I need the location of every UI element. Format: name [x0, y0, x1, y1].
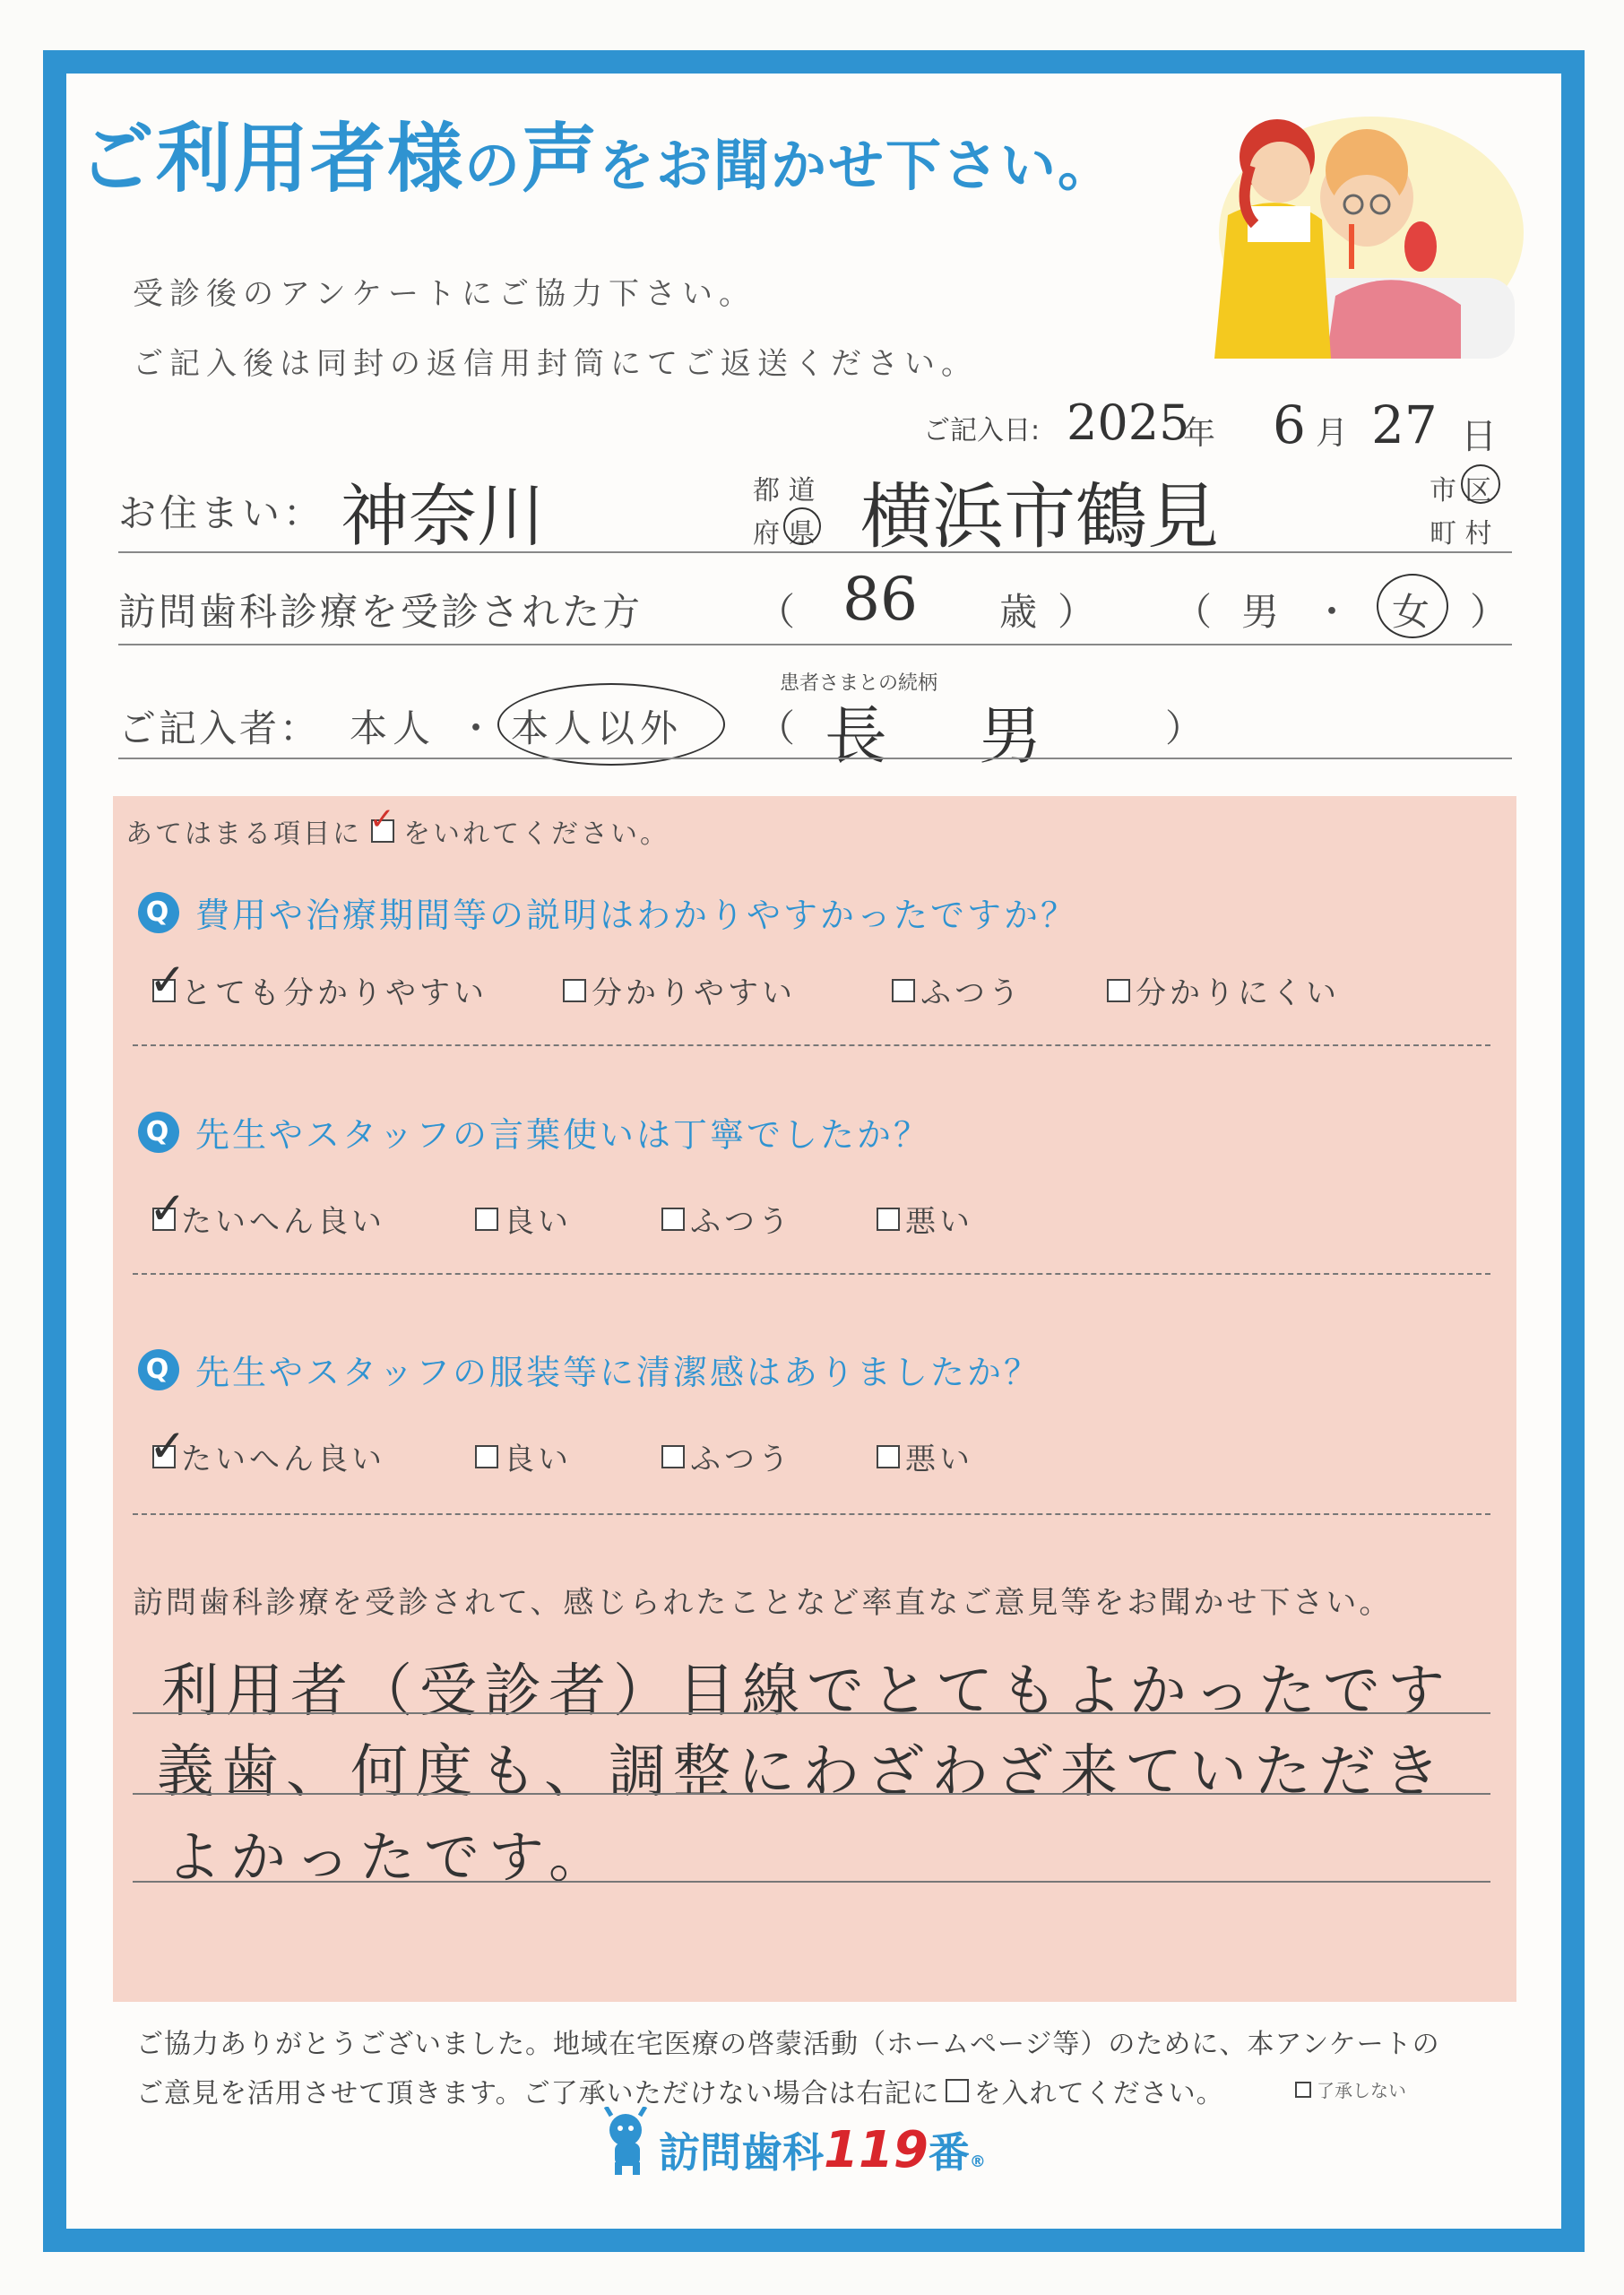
- q2-option-4[interactable]: 悪い: [877, 1197, 973, 1241]
- comment-rule-2: [133, 1793, 1490, 1795]
- q1-option-2[interactable]: 分かりやすい: [563, 968, 796, 1012]
- pref-units-top: 都 道: [753, 475, 816, 507]
- gender-selected-circle: [1377, 574, 1448, 638]
- question-2: Q 先生やスタッフの言葉使いは丁寧でしたか？: [138, 1107, 930, 1156]
- instruction: あてはまる項目に ✓ をいれてください。: [125, 801, 669, 850]
- checkbox[interactable]: [1107, 979, 1130, 1002]
- city-units-top: 市 区: [1430, 475, 1492, 507]
- comment-rule-1: [133, 1712, 1490, 1714]
- writer-selected-circle: [497, 683, 725, 766]
- q-badge-icon: Q: [138, 1349, 179, 1390]
- q2-option-1[interactable]: ✓ たいへん良い: [149, 1182, 385, 1240]
- checkbox[interactable]: ✓: [149, 953, 190, 1006]
- date-year-value: 2025: [1067, 394, 1190, 451]
- q3-divider: [133, 1513, 1490, 1515]
- intro-line-1: 受診後のアンケートにご協力下さい。: [133, 276, 756, 312]
- patient-label: 訪問歯科診療を受診された方: [118, 590, 644, 634]
- age-value: 86: [842, 565, 918, 634]
- q2-option-3[interactable]: ふつう: [661, 1197, 792, 1241]
- relation-open-paren: （: [757, 706, 796, 750]
- q3-option-4[interactable]: 悪い: [877, 1434, 973, 1478]
- writer-self: 本人: [350, 706, 436, 750]
- gender-open-paren: （: [1174, 590, 1213, 634]
- writer-other: 本人以外: [511, 706, 684, 750]
- footer-line-1: ご協力ありがとうございました。地域在宅医療の啓蒙活動（ホームページ等）のために、本アンケートの: [136, 2029, 1440, 2060]
- address-rule: [118, 551, 1512, 553]
- checkbox[interactable]: [892, 979, 915, 1002]
- checkbox[interactable]: [877, 1445, 900, 1468]
- footer-sample-checkbox: [946, 2079, 969, 2102]
- q-badge-icon: Q: [138, 1112, 179, 1153]
- writer-separator: ・: [457, 706, 496, 750]
- date-label: ご記入日:: [923, 415, 1041, 446]
- footer-line-2: ご意見を活用させて頂きます。ご了承いただけない場合は右記に を入れてください。: [136, 2078, 1224, 2109]
- q2-divider: [133, 1273, 1490, 1275]
- q1-option-1[interactable]: ✓ とても分かりやすい: [149, 953, 488, 1011]
- question-3: Q 先生やスタッフの服装等に清潔感はありましたか？: [138, 1345, 1041, 1394]
- city-selected-circle: [1461, 464, 1500, 504]
- date-month-value: 6: [1273, 394, 1306, 455]
- city-units-bottom: 町 村: [1430, 518, 1492, 550]
- comment-line-1: 利用者（受診者）目線でとてもよかったです: [161, 1658, 1452, 1725]
- pref-selected-circle: [783, 507, 821, 545]
- checkbox[interactable]: [661, 1208, 685, 1231]
- gender-female: 女: [1392, 590, 1430, 634]
- age-unit: 歳: [999, 590, 1038, 634]
- q-badge-icon: Q: [138, 892, 179, 933]
- q3-option-2[interactable]: 良い: [475, 1434, 572, 1478]
- date-year-unit: 年: [1183, 415, 1216, 452]
- checkbox[interactable]: [475, 1445, 498, 1468]
- relation-value: 長 男: [825, 699, 1078, 773]
- age-open-paren: （: [757, 590, 796, 634]
- q1-option-4[interactable]: 分かりにくい: [1107, 968, 1340, 1012]
- brand-logo: 訪問歯科 119 番 ®: [659, 2121, 986, 2179]
- checkbox[interactable]: ✓: [149, 1419, 190, 1472]
- decline-option[interactable]: 了承しない: [1295, 2076, 1406, 2102]
- intro-line-2: ご記入後は同封の返信用封筒にてご返送ください。: [133, 346, 978, 382]
- date-day-unit: 日: [1461, 416, 1497, 457]
- comment-line-3: よかったです。: [166, 1824, 614, 1890]
- relation-close-paren: ）: [1165, 706, 1204, 750]
- gender-close-paren: ）: [1470, 590, 1508, 634]
- patient-rule: [118, 644, 1512, 645]
- comment-line-2: 義歯、何度も、調整にわざわざ来ていただき: [157, 1739, 1447, 1806]
- date-day-value: 27: [1371, 394, 1438, 455]
- comment-rule-3: [133, 1881, 1490, 1883]
- checkbox[interactable]: [475, 1208, 498, 1231]
- q3-option-3[interactable]: ふつう: [661, 1434, 792, 1478]
- q1-divider: [133, 1044, 1490, 1046]
- writer-label: ご記入者：: [118, 706, 321, 750]
- gender-male: 男: [1241, 590, 1280, 634]
- q1-option-3[interactable]: ふつう: [892, 968, 1023, 1012]
- relation-label: 患者さまとの続柄: [780, 672, 938, 695]
- age-close-paren: ）: [1058, 590, 1096, 634]
- q2-option-2[interactable]: 良い: [475, 1197, 572, 1241]
- writer-rule: [118, 758, 1512, 759]
- address-label: お住まい：: [118, 491, 325, 535]
- decline-checkbox[interactable]: [1295, 2082, 1311, 2098]
- caregiver-illustration: [1165, 90, 1524, 368]
- question-1: Q 費用や治療期間等の説明はわかりやすかったですか？: [138, 888, 1077, 937]
- deer-mascot-icon: [592, 2107, 654, 2178]
- checkbox[interactable]: ✓: [149, 1182, 190, 1234]
- q3-option-1[interactable]: ✓ たいへん良い: [149, 1419, 385, 1477]
- checkbox[interactable]: [877, 1208, 900, 1231]
- pref-units-bottom: 府 県: [753, 518, 816, 550]
- prefecture-value: 神奈川: [341, 476, 545, 556]
- instruction-checkbox-sample: ✓: [371, 819, 394, 843]
- checkbox[interactable]: [563, 979, 586, 1002]
- page-title: ご利用者様の声をお聞かせ下さい。: [79, 115, 1116, 203]
- comment-prompt: 訪問歯科診療を受診されて、感じられたことなど率直なご意見等をお聞かせ下さい。: [133, 1585, 1393, 1621]
- checkbox[interactable]: [661, 1445, 685, 1468]
- city-value: 横浜市鶴見: [860, 475, 1219, 559]
- date-month-unit: 月: [1316, 415, 1349, 452]
- gender-separator: ・: [1313, 590, 1352, 634]
